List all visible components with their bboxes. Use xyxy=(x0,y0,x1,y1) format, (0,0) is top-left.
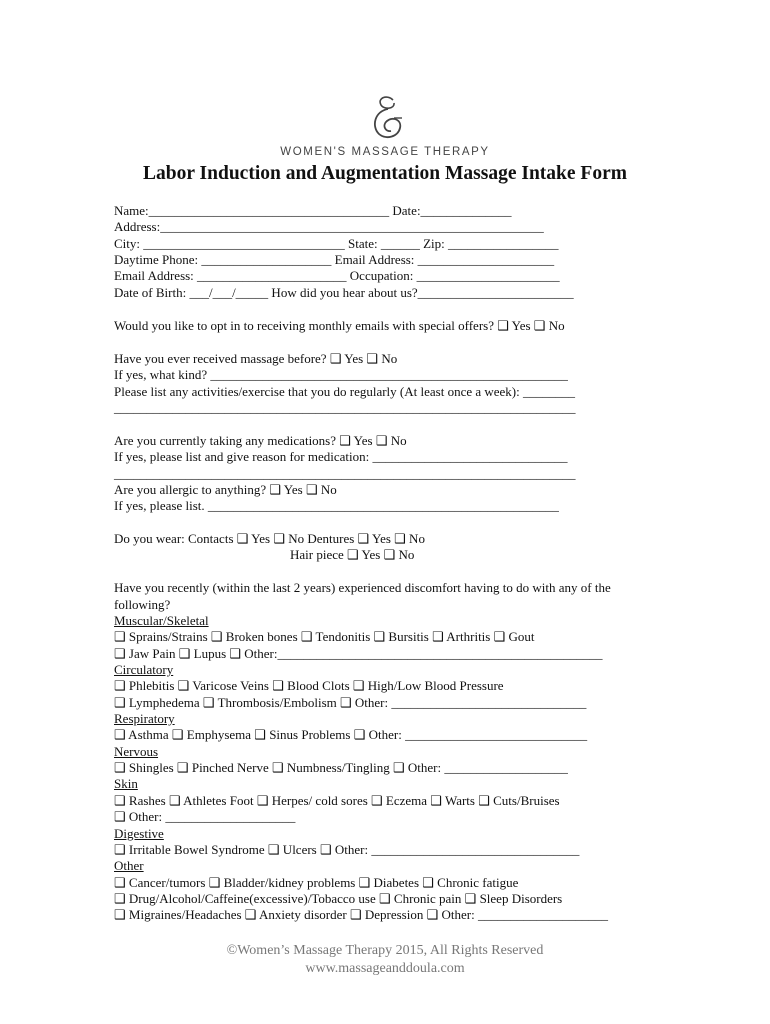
checklist-line[interactable]: ❑ Drug/Alcohol/Caffeine(excessive)/Tobacco use ❑ Chronic pain ❑ Sleep Disorders xyxy=(114,891,563,906)
phone-email-line[interactable]: Daytime Phone: ____________________ Email Address: _____________________ xyxy=(114,252,555,267)
name-date-line[interactable]: Name:_____________________________________ Date:______________ xyxy=(114,203,512,218)
form-title: Labor Induction and Augmentation Massage Intake Form xyxy=(143,163,627,184)
massage-before-line[interactable]: Have you ever received massage before? ❑ Yes ❑ No xyxy=(114,351,398,366)
medications-list-line[interactable]: If yes, please list and give reason for medication: ______________________________ xyxy=(114,449,568,464)
activities-line[interactable]: Please list any activities/exercise that you do regularly (At least once a week): ________ xyxy=(114,384,575,399)
checklist-line[interactable]: ❑ Phlebitis ❑ Varicose Veins ❑ Blood Clots ❑ High/Low Blood Pressure xyxy=(114,678,504,693)
heading-muscular-skeletal: Muscular/Skeletal xyxy=(114,613,209,628)
dob-referral-line[interactable]: Date of Birth: ___/___/_____ How did you hear about us?________________________ xyxy=(114,285,574,300)
footer-url[interactable]: www.massageanddoula.com xyxy=(305,961,465,976)
checklist-line[interactable]: ❑ Other: ____________________ xyxy=(114,809,296,824)
checklist-line[interactable]: ❑ Sprains/Strains ❑ Broken bones ❑ Tendonitis ❑ Bursitis ❑ Arthritis ❑ Gout xyxy=(114,629,535,644)
activities-continued-line[interactable]: _______________________________________________________________________ xyxy=(114,400,576,415)
checklist-line[interactable]: ❑ Shingles ❑ Pinched Nerve ❑ Numbness/Tingling ❑ Other: ___________________ xyxy=(114,760,568,775)
checklist-line[interactable]: ❑ Migraines/Headaches ❑ Anxiety disorder ❑ Depression ❑ Other: ____________________ xyxy=(114,907,608,922)
history-question: Have you recently (within the last 2 years) experienced discomfort having to do with any of the xyxy=(114,580,611,595)
email-optin-line[interactable]: Would you like to opt in to receiving monthly emails with special offers? ❑ Yes ❑ No xyxy=(114,318,565,333)
allergy-list-line[interactable]: If yes, please list. ______________________________________________________ xyxy=(114,498,559,513)
address-line[interactable]: Address:___________________________________________________________ xyxy=(114,219,544,234)
medications-continued-line[interactable]: _______________________________________________________________________ xyxy=(114,466,576,481)
checklist-line[interactable]: ❑ Jaw Pain ❑ Lupus ❑ Other:__________________________________________________ xyxy=(114,646,603,661)
brand-name: WOMEN'S MASSAGE THERAPY xyxy=(280,146,490,158)
ampersand-swirl-icon xyxy=(367,94,407,142)
footer-copyright: ©Women’s Massage Therapy 2015, All Rights Reserved xyxy=(226,943,544,958)
wear-contacts-dentures-line[interactable]: Do you wear: Contacts ❑ Yes ❑ No Dentures ❑ Yes ❑ No xyxy=(114,531,425,546)
heading-circulatory: Circulatory xyxy=(114,662,174,677)
history-question-continued: following? xyxy=(114,597,171,612)
email-occupation-line[interactable]: Email Address: _______________________ Occupation: ______________________ xyxy=(114,268,560,283)
massage-kind-line[interactable]: If yes, what kind? _______________________________________________________ xyxy=(114,367,568,382)
checklist-line[interactable]: ❑ Cancer/tumors ❑ Bladder/kidney problems ❑ Diabetes ❑ Chronic fatigue xyxy=(114,875,519,890)
heading-digestive: Digestive xyxy=(114,826,164,841)
heading-skin: Skin xyxy=(114,776,138,791)
heading-respiratory: Respiratory xyxy=(114,711,175,726)
wear-hairpiece-line[interactable]: Hair piece ❑ Yes ❑ No xyxy=(290,547,415,562)
checklist-line[interactable]: ❑ Asthma ❑ Emphysema ❑ Sinus Problems ❑ Other: ____________________________ xyxy=(114,727,588,742)
checklist-line[interactable]: ❑ Irritable Bowel Syndrome ❑ Ulcers ❑ Other: ________________________________ xyxy=(114,842,580,857)
checklist-line[interactable]: ❑ Lymphedema ❑ Thrombosis/Embolism ❑ Other: ______________________________ xyxy=(114,695,587,710)
checklist-line[interactable]: ❑ Rashes ❑ Athletes Foot ❑ Herpes/ cold sores ❑ Eczema ❑ Warts ❑ Cuts/Bruises xyxy=(114,793,560,808)
heading-nervous: Nervous xyxy=(114,744,159,759)
city-state-zip-line[interactable]: City: _______________________________ State: ______ Zip: _________________ xyxy=(114,236,559,251)
allergy-question[interactable]: Are you allergic to anything? ❑ Yes ❑ No xyxy=(114,482,337,497)
heading-other: Other xyxy=(114,858,144,873)
medications-question[interactable]: Are you currently taking any medications? ❑ Yes ❑ No xyxy=(114,433,407,448)
